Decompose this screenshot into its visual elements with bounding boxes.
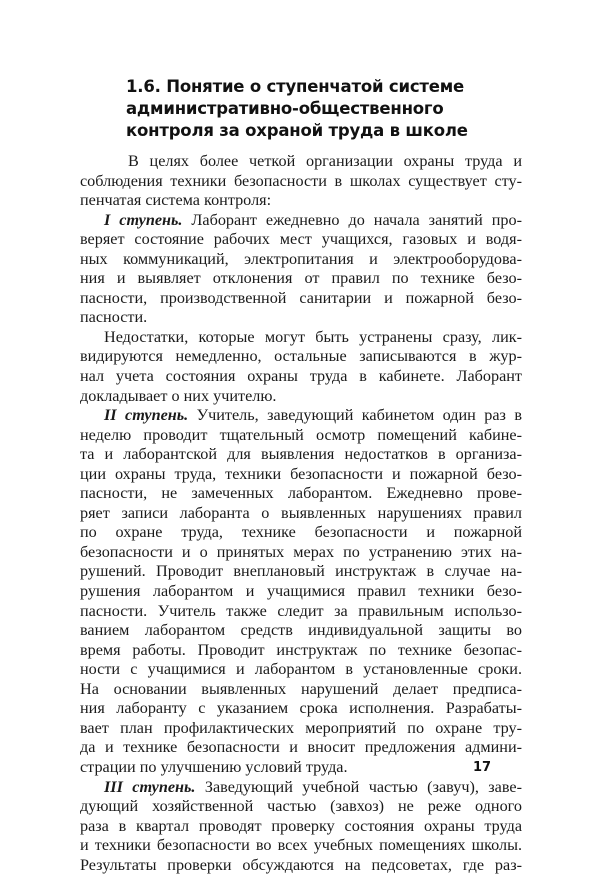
text-line: дующий хозяйственной частью (завхоз) не реже одного [80,797,522,816]
text-line: ных коммуникаций, электропитания и электрооборудова- [80,249,522,268]
text-line: пасности, не замеченных лаборантом. Ежедневно прове- [80,484,522,503]
text-line: пасности, производственной санитарии и пожарной безо- [80,288,522,307]
text-line: та и лаборантской для выявления недостатков в организа- [80,445,522,464]
step-1-label: I ступень. [104,210,183,229]
text-line: безопасности и о принятых мерах по устранению этих на- [80,542,522,561]
text-line: по охране труда, технике безопасности и пожарной [80,523,522,542]
text-line: ния и выявляет отклонения от правил по технике безо- [80,269,522,288]
text-line: нал учета состояния охраны труда в кабинете. Лаборант [80,367,522,386]
text-line: Недостатки, которые могут быть устранены сразу, лик- [104,327,522,346]
text-line: докладывает о них учителю. [80,386,277,405]
text-line: страции по улучшению условий труда. [80,757,348,776]
text-line: ции охраны труда, техники безопасности и пожарной безо- [80,464,522,483]
step-2-label: II ступень. [104,406,189,425]
text-line: ния лаборанту с указанием срока исполнения. Разрабаты- [80,699,522,718]
text-line: На основании выявленных нарушений делает предписа- [80,679,522,698]
text-line: рушения лаборантом и учащимися правил техники безо- [80,582,522,601]
text-line: раза в квартал проводят проверку состояния охраны труда [80,816,522,835]
text-line: вает план профилактических мероприятий по охране тру- [80,718,522,737]
heading-line: контроля за охраной труда в школе [126,121,468,140]
step-3-label: III ступень. [104,777,196,796]
section-heading [126,76,486,142]
text-line: Результаты проверки обсуждаются на педсоветах, где раз- [80,855,522,874]
text-line: время работы. Проводит инструктаж по технике безопас- [80,640,522,659]
body-text [80,152,522,875]
step-2-first-line: II ступень. Учитель, заведующий кабинетом один раз в [104,406,522,425]
step-1-first-line: I ступень. Лаборант ежедневно до начала занятий про- [104,210,522,229]
step-3-first-line: III ступень. Заведующий учебной частью (завуч), заве- [104,777,522,796]
text-line: да и технике безопасности и вносит предложения админи- [80,738,522,757]
page-number: 17 [473,760,492,775]
text-line: веряет состояние рабочих мест учащихся, газовых и водя- [80,230,522,249]
text-line: пасности. Учитель также следит за правильным использо- [80,601,522,620]
heading-line: 1.6. Понятие о ступенчатой системе [126,77,465,96]
text-line: пасности. [80,308,148,327]
text-line: пенчатая система контроля: [80,191,272,210]
text-line: и техники безопасности во всех учебных помещениях школы. [80,836,522,855]
text-line: ряет записи лаборанта о выявленных нарушениях правил [80,503,522,522]
text-line: неделю проводит тщательный осмотр помещений кабине- [80,425,522,444]
text-line: видируются немедленно, остальные записываются в жур- [80,347,522,366]
text-line: ванием лаборантом средств индивидуальной защиты во [80,621,522,640]
text-line: рушений. Проводит внеплановый инструктаж в случае на- [80,562,522,581]
text-line: соблюдения техники безопасности в школах существует сту- [80,171,522,190]
text-line: ности с учащимися и лаборантом в установленные сроки. [80,660,522,679]
heading-line: административно-общественного [126,99,444,118]
text-line: В целях более четкой организации охраны труда и [128,152,522,170]
